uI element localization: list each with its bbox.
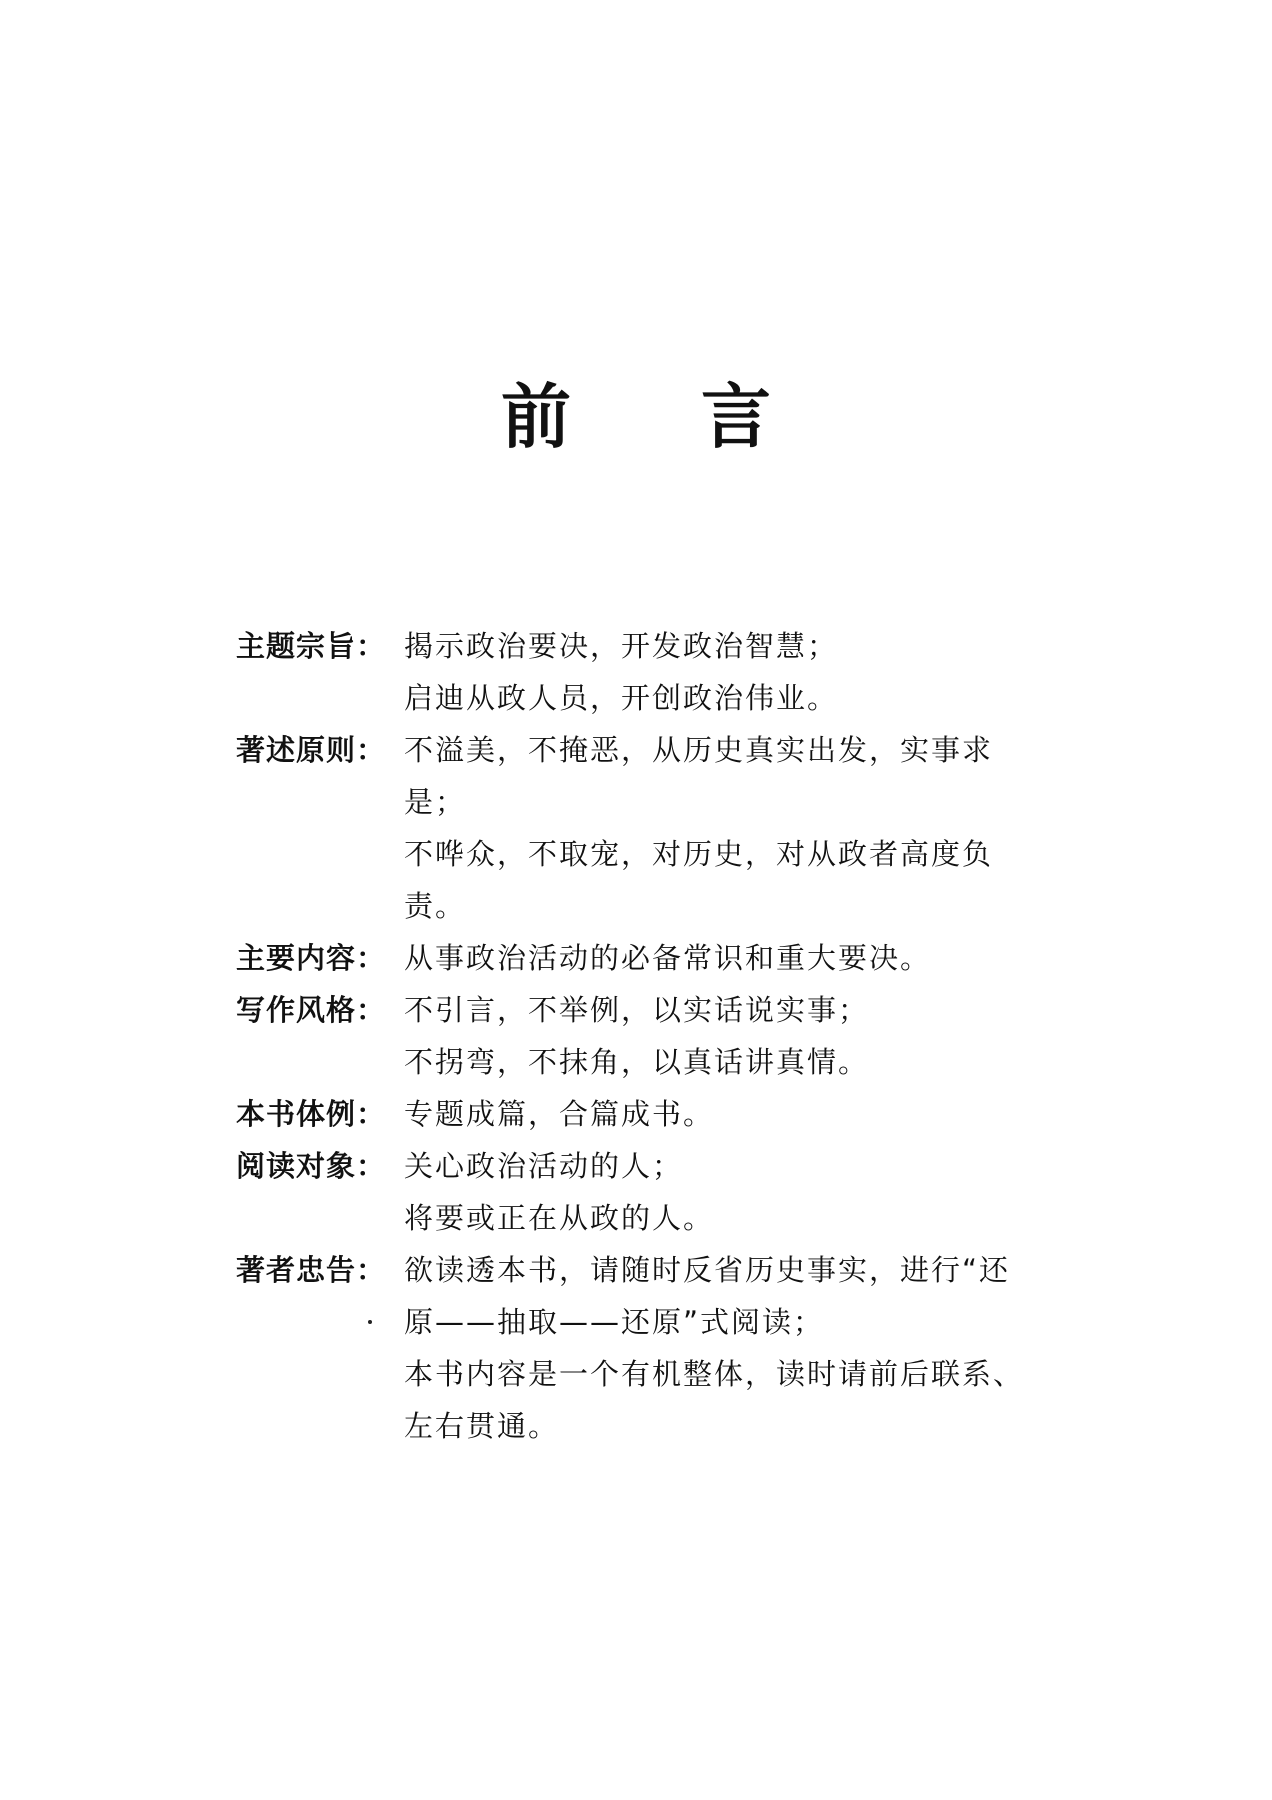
- entry-line: 本书内容是一个有机整体，读时请前后联系、: [404, 1357, 1025, 1391]
- entry-body: [404, 620, 1096, 724]
- entry-audience: [236, 1140, 1096, 1244]
- entry-label: 主题宗旨：: [236, 629, 387, 663]
- entry-label: 著述原则：: [236, 733, 387, 767]
- entry-line: 欲读透本书，请随时反省历史事实，进行“还: [404, 1253, 1011, 1287]
- entry-body: [404, 1140, 1096, 1244]
- entry-line: 不引言，不举例，以实话说实事；: [404, 993, 870, 1027]
- entry-line: 不溢美，不掩恶，从历史真实出发，实事求: [404, 733, 994, 767]
- entry-format: [236, 1088, 1096, 1140]
- entry-label: 主要内容：: [236, 941, 387, 975]
- entry-line: 责。: [404, 889, 467, 923]
- entry-style: [236, 984, 1096, 1088]
- page-title-char-2: 言: [701, 375, 771, 458]
- entry-line: 专题成篇，合篇成书。: [404, 1097, 715, 1131]
- entry-line: 是；: [404, 785, 467, 819]
- entry-body: [404, 724, 1096, 932]
- page-title: [0, 372, 1272, 462]
- page-title-char-1: 前: [501, 375, 571, 458]
- entry-label: 本书体例：: [236, 1097, 387, 1131]
- entry-body: [404, 932, 1096, 984]
- entry-line: 将要或正在从政的人。: [404, 1201, 715, 1235]
- entry-label: 阅读对象：: [236, 1149, 387, 1183]
- entry-line: 原——抽取——还原”式阅读；: [404, 1305, 825, 1339]
- entry-principles: [236, 724, 1096, 932]
- entry-label: 著者忠告：: [236, 1253, 387, 1287]
- entry-body: [404, 984, 1096, 1088]
- entry-line: 从事政治活动的必备常识和重大要决。: [404, 941, 932, 975]
- entry-theme: [236, 620, 1096, 724]
- scan-speck: [368, 1320, 372, 1324]
- entry-line: 左右贯通。: [404, 1409, 560, 1443]
- entry-advice: [236, 1244, 1096, 1452]
- entry-content: [236, 932, 1096, 984]
- preface-entries: [236, 620, 1096, 1452]
- entry-label: 写作风格：: [236, 993, 387, 1027]
- entry-line: 不拐弯，不抹角，以真话讲真情。: [404, 1045, 870, 1079]
- entry-line: 启迪从政人员，开创政治伟业。: [404, 681, 839, 715]
- entry-line: 关心政治活动的人；: [404, 1149, 684, 1183]
- entry-body: [404, 1244, 1096, 1452]
- entry-line: 不哗众，不取宠，对历史，对从政者高度负: [404, 837, 994, 871]
- entry-line: 揭示政治要决，开发政治智慧；: [404, 629, 839, 663]
- entry-body: [404, 1088, 1096, 1140]
